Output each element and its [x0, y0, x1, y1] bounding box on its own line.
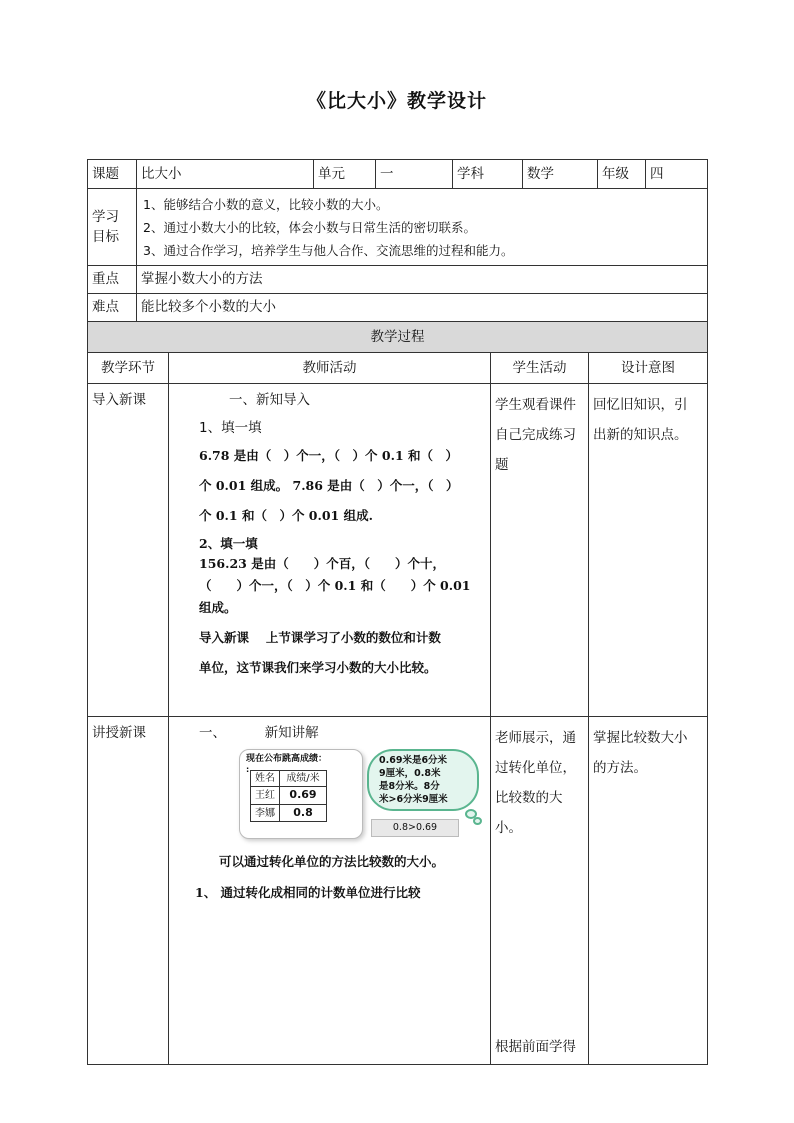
student-line: 自己完成练习 [495, 427, 576, 443]
lesson-plan-main [87, 159, 708, 322]
process-table [87, 321, 708, 1065]
student-activity-teach [491, 717, 589, 1065]
intent-teach [589, 717, 708, 1065]
student-activity-intro [491, 384, 589, 717]
student-line: 学生观看课件 [495, 397, 576, 413]
intent-line: 的方法。 [593, 760, 647, 776]
score-card [239, 749, 363, 839]
goals-label-line-1: 学习 [92, 208, 119, 225]
q2-line: 组成。 [199, 600, 237, 616]
process-title: 教学过程 [88, 322, 708, 353]
student-line: 老师展示，通 [495, 730, 576, 746]
goals-list [137, 189, 708, 266]
label-topic: 课题 [88, 160, 137, 189]
teach-summary: 可以通过转化单位的方法比较数的大小。 [219, 854, 445, 870]
difficulty-text: 能比较多个小数的大小 [137, 294, 708, 322]
intro-heading: 一、新知导入 [229, 392, 310, 408]
thought-dot-icon [473, 817, 482, 825]
score-name: 李娜 [251, 804, 280, 822]
comparison-illustration [239, 749, 489, 849]
intent-line: 出新的知识点。 [593, 427, 688, 443]
label-unit: 单元 [314, 160, 376, 189]
stage-intro: 导入新课 [88, 384, 169, 717]
intro-text-line: 导入新课 上节课学习了小数的数位和计数 [199, 630, 441, 646]
score-value: 0.8 [280, 804, 327, 822]
goal-item: 1、能够结合小数的意义，比较小数的大小。 [143, 196, 389, 212]
thought-cloud [367, 749, 479, 811]
q1-line: 个 0.01 组成。 7.86 是由（ ）个一，（ ） [199, 477, 459, 493]
meta-row [88, 160, 708, 189]
goals-label-line-2: 目标 [92, 229, 119, 245]
score-head-value: 成绩/米 [280, 771, 327, 787]
student-line-bottom: 根据前面学得 [495, 1039, 576, 1055]
value-unit: 一 [376, 160, 453, 189]
cloud-line: 0.69米是6分米 [379, 755, 448, 767]
student-line: 题 [495, 457, 509, 473]
key-label: 重点 [88, 266, 137, 294]
key-text: 掌握小数大小的方法 [137, 266, 708, 294]
label-grade: 年级 [598, 160, 646, 189]
q2-line: （ ）个一，（ ）个 0.1 和（ ）个 0.01 [199, 578, 471, 594]
section-teach-row [88, 717, 708, 1065]
score-name: 王红 [251, 787, 280, 805]
comparison-result: 0.8>0.69 [371, 819, 459, 837]
difficulty-row [88, 294, 708, 322]
difficulty-label: 难点 [88, 294, 137, 322]
col-header-student: 学生活动 [491, 353, 589, 384]
goal-item: 2、通过小数大小的比较，体会小数与日常生活的密切联系。 [143, 219, 476, 235]
value-grade: 四 [646, 160, 708, 189]
teach-heading [199, 723, 486, 743]
intro-text-line: 单位，这节课我们来学习小数的大小比较。 [199, 660, 437, 676]
teach-point-1: 1、 通过转化成相同的计数单位进行比较 [195, 885, 421, 900]
key-row [88, 266, 708, 294]
q1-title: 1、填一填 [199, 420, 262, 437]
col-header-stage: 教学环节 [88, 353, 169, 384]
teach-heading-num: 一、 [199, 725, 226, 741]
score-value: 0.69 [280, 787, 327, 805]
teacher-activity-intro [169, 384, 491, 717]
score-caption-tail: : [246, 764, 250, 774]
goals-label [88, 189, 137, 266]
col-header-teacher: 教师活动 [169, 353, 491, 384]
label-subject: 学科 [453, 160, 523, 189]
goal-item: 3、通过合作学习，培养学生与他人合作、交流思维的过程和能力。 [143, 242, 514, 258]
cloud-line: 9厘米，0.8米 [379, 768, 441, 780]
score-table [250, 770, 327, 822]
intent-intro [589, 384, 708, 717]
student-line: 比较数的大小。 [495, 790, 563, 836]
score-caption: 现在公布跳高成绩： [246, 754, 328, 765]
q2-line: 156.23 是由（ ）个百，（ ）个十， [199, 556, 445, 572]
q1-line: 个 0.1 和（ ）个 0.01 组成. [199, 507, 373, 523]
process-title-row [88, 322, 708, 353]
q1-line: 6.78 是由（ ）个一，（ ）个 0.1 和（ ） [199, 447, 458, 463]
page-title: 《比大小》教学设计 [306, 90, 487, 112]
score-head-name: 姓名 [251, 771, 280, 787]
value-topic: 比大小 [137, 160, 314, 189]
value-subject: 数学 [523, 160, 598, 189]
teacher-activity-teach [169, 717, 491, 1065]
cloud-line: 米>6分米9厘米 [379, 793, 448, 805]
column-header-row [88, 353, 708, 384]
intent-line: 掌握比较数大小 [593, 730, 688, 746]
col-header-intent: 设计意图 [589, 353, 708, 384]
section-intro-row [88, 384, 708, 717]
goals-row [88, 189, 708, 266]
student-line: 过转化单位， [495, 760, 576, 776]
teach-heading-text: 新知讲解 [264, 725, 319, 741]
cloud-line: 是8分米。8分 [379, 780, 440, 792]
q2-title: 2、填一填 [199, 535, 258, 551]
stage-teach: 讲授新课 [88, 717, 169, 1065]
intent-line: 回忆旧知识，引 [593, 397, 688, 413]
